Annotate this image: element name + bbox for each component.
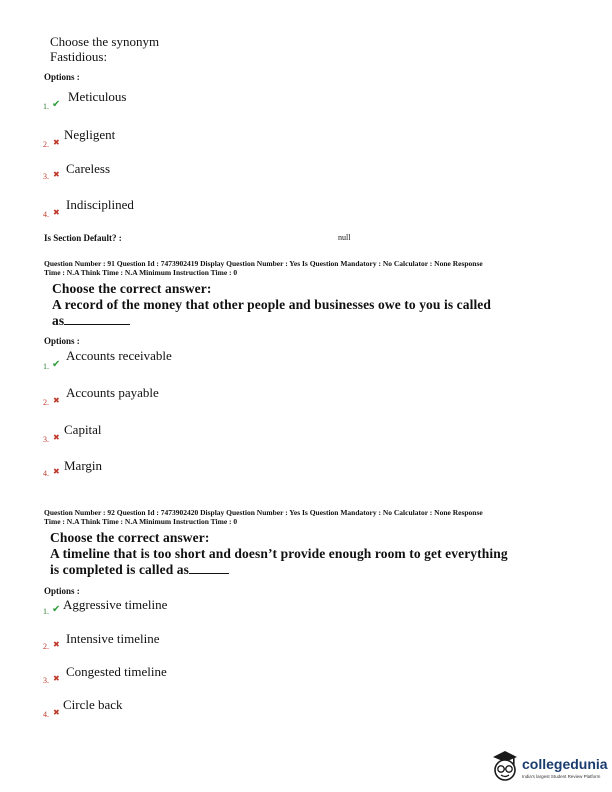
- option-text: Accounts receivable: [66, 348, 172, 363]
- option-number: 3.: [43, 172, 49, 181]
- option-text: Careless: [66, 161, 111, 176]
- cross-icon: ✖: [53, 674, 60, 683]
- option-text: Accounts payable: [66, 385, 159, 400]
- question-91-line-1: A record of the money that other people and businesses owe to you is called: [52, 297, 491, 312]
- check-icon: ✔: [52, 99, 61, 110]
- option-text: Margin: [64, 458, 103, 473]
- option-text: Circle back: [63, 697, 123, 712]
- cross-icon: ✖: [53, 640, 60, 649]
- question-91-heading: Choose the correct answer:: [52, 281, 212, 296]
- question-91-line-2-text: as: [52, 313, 65, 328]
- option-number: 2.: [43, 140, 49, 149]
- option-number: 1.: [43, 607, 49, 616]
- option-text: Congested timeline: [66, 664, 167, 679]
- answer-blank: [189, 563, 229, 574]
- section-default-value: null: [338, 233, 351, 242]
- question-90-line-2: Fastidious:: [50, 49, 108, 64]
- graduate-mascot-icon: [490, 748, 520, 784]
- section-default-label: Is Section Default? :: [44, 233, 122, 243]
- cross-icon: ✖: [53, 708, 60, 717]
- cross-icon: ✖: [53, 396, 60, 405]
- question-90-line-1: Choose the synonym: [50, 34, 160, 49]
- question-91-meta-line-1: Question Number : 91 Question Id : 7473902419 Display Question Number : Yes Is Question Mandatory : No Calculator : None Response: [44, 259, 483, 268]
- check-icon: ✔: [52, 359, 61, 370]
- cross-icon: ✖: [53, 208, 60, 217]
- option-number: 3.: [43, 676, 49, 685]
- option-number: 1.: [43, 362, 49, 371]
- collegedunia-logo: [490, 748, 612, 788]
- question-92-line-2: [50, 562, 229, 578]
- cross-icon: ✖: [53, 138, 60, 147]
- option-text: Capital: [64, 422, 102, 437]
- question-92-line-1: A timeline that is too short and doesn’t provide enough room to get everything: [50, 546, 508, 561]
- question-91-meta-line-2: Time : N.A Think Time : N.A Minimum Instruction Time : 0: [44, 268, 238, 277]
- option-text: Aggressive timeline: [63, 597, 168, 612]
- option-number: 2.: [43, 398, 49, 407]
- cross-icon: ✖: [53, 170, 60, 179]
- question-92-line-2-text: is completed is called as: [50, 562, 189, 577]
- logo-wordmark: collegedunia: [522, 756, 608, 772]
- options-label: Options :: [44, 72, 80, 82]
- question-91-line-2: [52, 313, 130, 329]
- cross-icon: ✖: [53, 433, 60, 442]
- question-92-meta-line-2: Time : N.A Think Time : N.A Minimum Instruction Time : 0: [44, 517, 238, 526]
- options-label: Options :: [44, 586, 80, 596]
- option-number: 4.: [43, 710, 49, 719]
- option-text: Intensive timeline: [66, 631, 160, 646]
- option-text: Negligent: [64, 127, 116, 142]
- option-text: Indisciplined: [66, 197, 134, 212]
- option-number: 2.: [43, 642, 49, 651]
- question-92-meta-line-1: Question Number : 92 Question Id : 7473902420 Display Question Number : Yes Is Question Mandatory : No Calculator : None Response: [44, 508, 483, 517]
- answer-blank: [64, 314, 130, 325]
- option-text: Meticulous: [68, 89, 127, 104]
- option-number: 1.: [43, 102, 49, 111]
- option-number: 4.: [43, 469, 49, 478]
- logo-tagline: India's largest Student Review Platform: [522, 774, 601, 779]
- check-icon: ✔: [52, 604, 61, 615]
- options-label: Options :: [44, 336, 80, 346]
- option-number: 3.: [43, 435, 49, 444]
- option-number: 4.: [43, 210, 49, 219]
- question-92-heading: Choose the correct answer:: [50, 530, 210, 545]
- cross-icon: ✖: [53, 467, 60, 476]
